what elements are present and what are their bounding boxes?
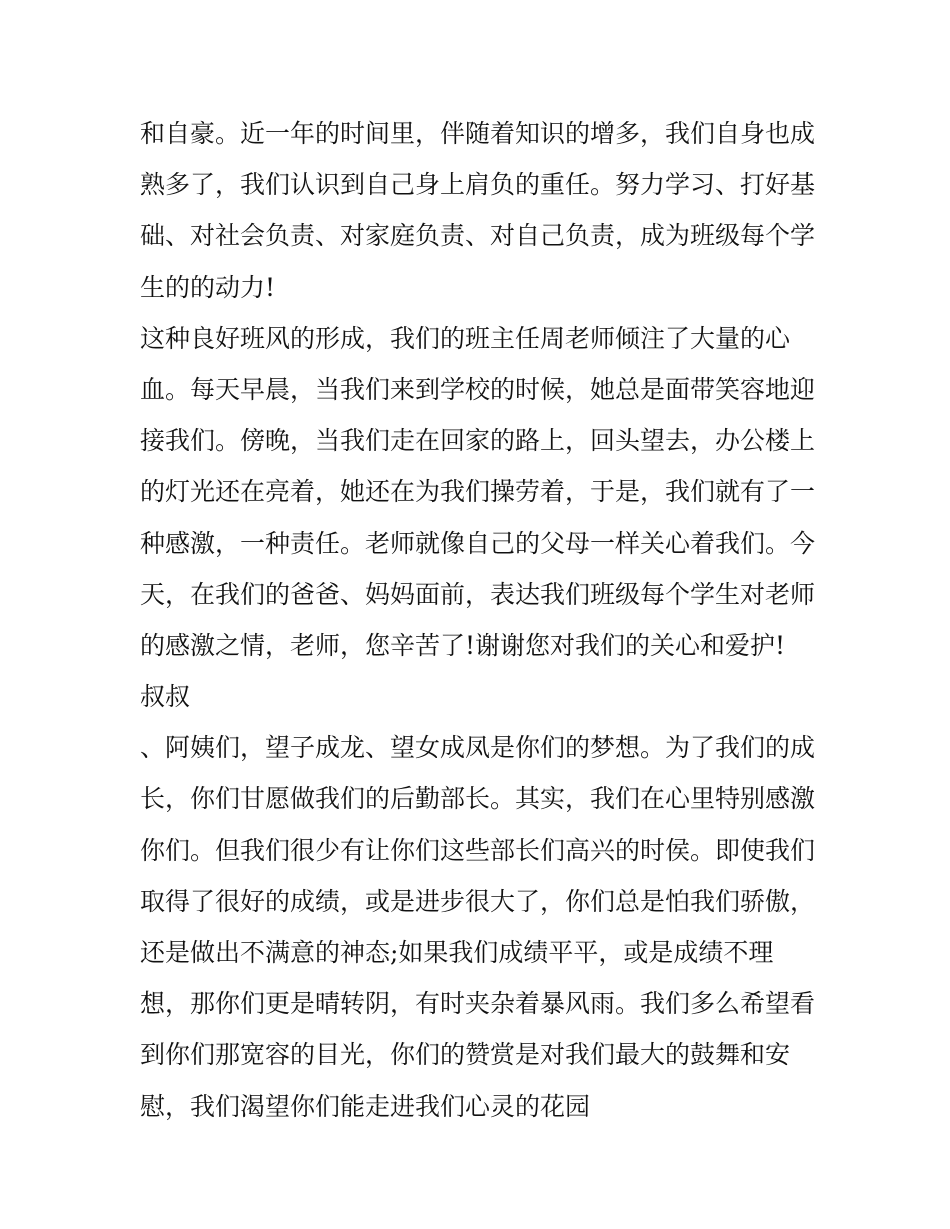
text-line: 生的的动力!: [140, 272, 276, 302]
text-line: 种感激，一种责任。老师就像自己的父母一样关心着我们。今: [140, 528, 816, 558]
text-line: 接我们。傍晚，当我们走在回家的路上，回头望去，办公楼上: [140, 426, 816, 456]
text-line: 和自豪。近一年的时间里，伴随着知识的增多，我们自身也成: [140, 119, 816, 148]
text-line: 的感激之情，老师，您辛苦了!谢谢您对我们的关心和爱护!: [140, 630, 786, 660]
text-line: 血。每天早晨，当我们来到学校的时候，她总是面带笑容地迎: [140, 374, 816, 404]
text-line: 的灯光还在亮着，她还在为我们操劳着，于是，我们就有了一: [140, 477, 816, 507]
text-line: 础、对社会负责、对家庭负责、对自己负责，成为班级每个学: [140, 221, 816, 251]
text-line: 叔叔: [140, 682, 191, 712]
text-line: 长，你们甘愿做我们的后勤部长。其实，我们在心里特别感激: [140, 784, 816, 814]
text-line: 、阿姨们，望子成龙、望女成凤是你们的梦想。为了我们的成: [140, 733, 816, 763]
text-line: 熟多了，我们认识到自己身上肩负的重任。努力学习、打好基: [140, 170, 816, 200]
text-line: 还是做出不满意的神态;如果我们成绩平平，或是成绩不理: [140, 938, 774, 967]
text-line: 这种良好班风的形成，我们的班主任周老师倾注了大量的心: [140, 323, 791, 353]
document-body: [140, 108, 830, 1132]
text-line: 想，那你们更是晴转阴，有时夹杂着暴风雨。我们多么希望看: [140, 989, 816, 1019]
text-line: 天，在我们的爸爸、妈妈面前，表达我们班级每个学生对老师: [140, 579, 816, 609]
text-line: 到你们那宽容的目光，你们的赞赏是对我们最大的鼓舞和安: [140, 1040, 791, 1070]
text-line: 慰，我们渴望你们能走进我们心灵的花园: [140, 1091, 591, 1121]
text-line: 取得了很好的成绩，或是进步很大了，你们总是怕我们骄傲，: [140, 886, 816, 916]
text-line: 你们。但我们很少有让你们这些部长们高兴的时侯。即使我们: [140, 835, 816, 865]
